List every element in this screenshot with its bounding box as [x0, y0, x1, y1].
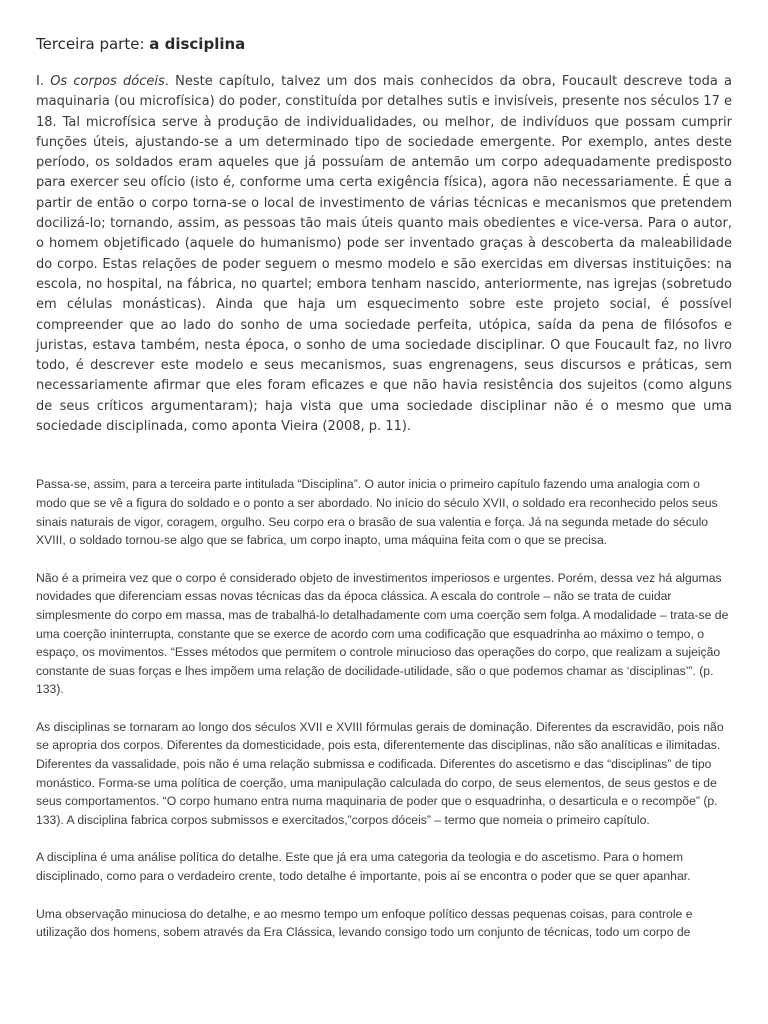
title-prefix: Terceira parte:: [36, 35, 150, 53]
section-title: [36, 34, 732, 54]
body-paragraph-5: Uma observação minuciosa do detalhe, e ao mesmo tempo um enfoque político dessas pequenas coisas, para controle e utilização dos homens, sobem através da Era Clássica, levando consigo todo um conjunto de técnicas, todo um corpo de: [36, 906, 693, 940]
intro-paragraph: [36, 72, 732, 437]
body-paragraph-3: As disciplinas se tornaram ao longo dos séculos XVII e XVIII fórmulas gerais de dominação. Diferentes da escravidão, pois não se apropria dos corpos. Diferentes da domesticidade, pois esta, diferentemente das disciplinas, não são analíticas e ilimitadas. Diferentes da vassalidade, pois não é uma relação submissa e codificada. Diferentes do ascetismo e das “disciplinas” de tipo monástico. Forma-se uma política de coerção, uma manipulação calculada do corpo, de seus elementos, de seus gestos e de seus comportamentos. “O corpo humano entra numa maquinaria de poder que o esquadrinha, o desarticula e o recompõe” (p. 133). A disciplina fabrica corpos submissos e exercitados,”corpos dóceis” – termo que nomeia o primeiro capítulo.: [36, 719, 724, 827]
body-paragraph-4: A disciplina é uma análise política do detalhe. Este que já era uma categoria da teologia e do ascetismo. Para o homem disciplinado, como para o verdadeiro crente, todo detalhe é importante, pois aí se encontra o poder que se quer apanhar.: [36, 850, 691, 884]
document-page: [36, 34, 732, 961]
intro-lead: I.: [36, 74, 51, 89]
intro-italic-heading: Os corpos dóceis: [50, 74, 165, 89]
title-bold: a disciplina: [149, 35, 246, 53]
intro-text: . Neste capítulo, talvez um dos mais conhecidos da obra, Foucault descreve toda a maquinaria (ou microfísica) do poder, constituída por detalhes sutis e invisíveis, presente nos séculos 17 e 18. Tal microfísica serve à produção de individualidades, ou melhor, de indivíduos que possam cumprir funções úteis, ajustando-se a um determinado tipo de sociedade emergente. Por exemplo, antes deste período, os soldados eram aqueles que já possuíam de antemão um corpo adequadamente predisposto para exercer seu ofício (isto é, conforme uma certa exigência física), agora não necessariamente. É que a partir de então o corpo torna-se o local de investimento de várias técnicas e mecanismos que pretendem docilizá-lo; tornando, assim, as pessoas tão mais úteis quanto mais obedientes e vice-versa. Para o autor, o homem objetificado (aquele do humanismo) pode ser inventado graças à descoberta da maleabilidade do corpo. Estas relações de poder seguem o mesmo modelo e são exercidas em diversas instituições: na escola, no hospital, na fábrica, no quartel; embora tenham nascido, anteriormente, nas igrejas (sobretudo em células monásticas). Ainda que haja um esquecimento sobre este projeto social, é possível compreender que ao lado do sonho de uma sociedade perfeita, utópica, saída da pena de filósofos e juristas, estava também, nesta época, o sonho de uma sociedade disciplinar. O que Foucault faz, no livro todo, é descrever este modelo e seus mecanismos, suas engrenagens, seus discursos e práticas, sem necessariamente afirmar que eles foram eficazes e que não havia resistência dos sujeitos (como alguns de seus críticos argumentaram); haja vista que uma sociedade disciplinar não é o mesmo que uma sociedade disciplinada, como aponta Vieira (2008, p. 11).: [36, 74, 732, 435]
body-paragraph-2: Não é a primeira vez que o corpo é considerado objeto de investimentos imperiosos e urgentes. Porém, dessa vez há algumas novidades que diferenciam essas novas técnicas das da época clássica. A escala do controle – não se trata de cuidar simplesmente do corpo em massa, mas de trabalhá-lo detalhadamente com uma coerção sem folga. A modalidade – trata-se de uma coerção ininterrupta, constante que se exerce de acordo com uma codificação que esquadrinha ao máximo o tempo, o espaço, os movimentos. “Esses métodos que permitem o controle minucioso das operações do corpo, que realizam a sujeição constante de suas forças e lhes impõem uma relação de docilidade-utilidade, são o que podemos chamar as ‘disciplinas’”. (p. 133).: [36, 570, 729, 697]
body-paragraph-1: Passa-se, assim, para a terceira parte intitulada “Disciplina”. O autor inicia o primeiro capítulo fazendo uma analogia com o modo que se vê a figura do soldado e o ponto a ser abordado. No início do século XVII, o soldado era reconhecido pelos seus sinais naturais de vigor, coragem, orgulho. Seu corpo era o brasão de sua valentia e força. Já na segunda metade do século XVIII, o soldado tornou-se algo que se fabrica, um corpo inapto, uma máquina feita com o que se precisa.: [36, 477, 718, 548]
